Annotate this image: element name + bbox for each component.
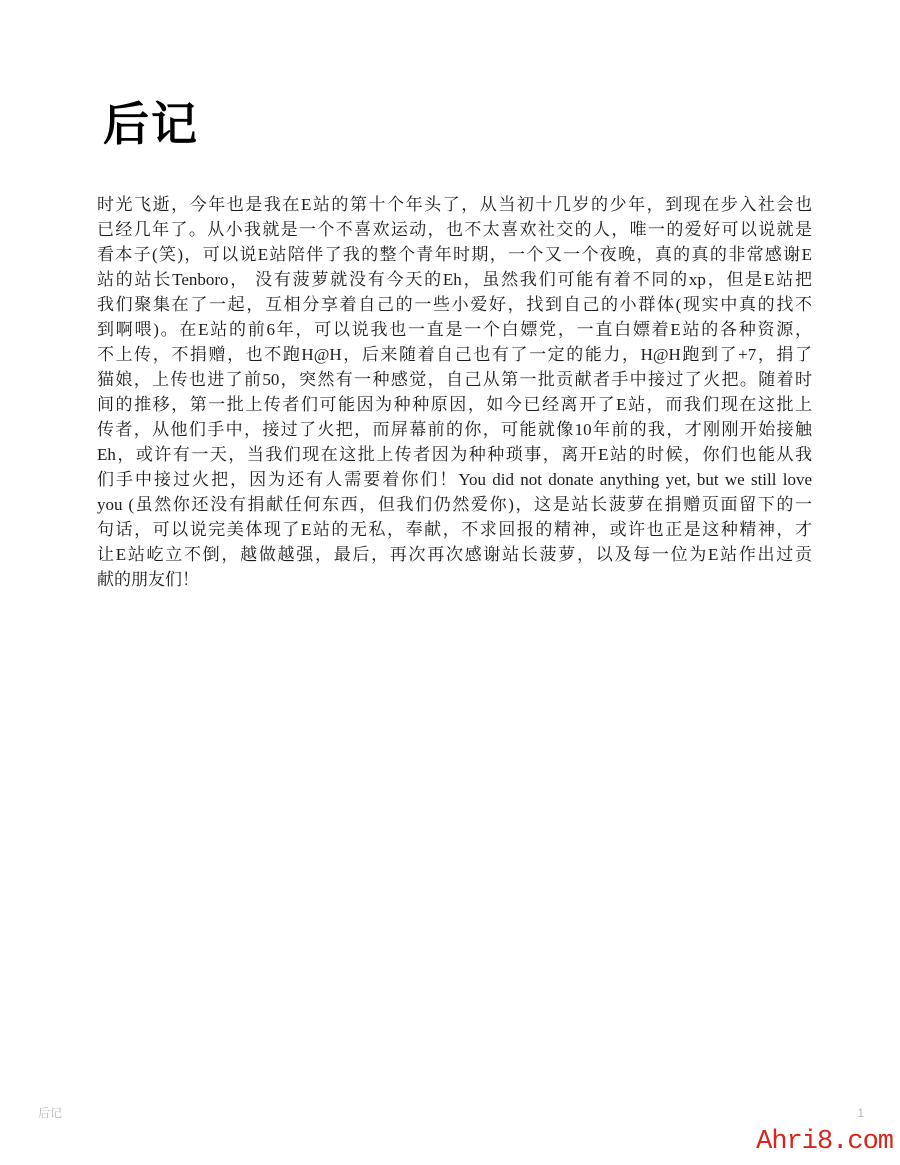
paragraph-line: 已经几年了。从小我就是一个不喜欢运动，也不太喜欢社交的人，唯一的爱好可以说就是 (97, 219, 812, 239)
paragraph-line: 句话，可以说完美体现了E站的无私，奉献，不求回报的精神，或许也正是这种精神，才 (97, 519, 812, 539)
paragraph-line: 站的站长Tenboro， 没有菠萝就没有今天的Eh，虽然我们可能有着不同的xp，但是E站把 (97, 269, 812, 289)
paragraph-line: 们手中接过火把，因为还有人需要着你们！You did not donate anything yet, but we still love (97, 469, 812, 489)
page-title: 后记 (103, 99, 199, 150)
page-content (97, 0, 812, 592)
paragraph-line: 献的朋友们！ (97, 569, 199, 589)
paragraph-line: 猫娘，上传也进了前50，突然有一种感觉，自己从第一批贡献者手中接过了火把。随着时 (97, 369, 812, 389)
watermark: Ahri8.com (756, 1127, 893, 1157)
paragraph-line: you (虽然你还没有捐献任何东西，但我们仍然爱你)，这是站长菠萝在捐赠页面留下的一 (97, 494, 812, 514)
page-footer (38, 1104, 864, 1121)
footer-section-label: 后记 (38, 1106, 63, 1120)
paragraph-line: 不上传，不捐赠，也不跑H@H，后来随着自己也有了一定的能力，H@H跑到了+7，捐了 (97, 344, 812, 364)
paragraph-line: 传者，从他们手中，接过了火把，而屏幕前的你，可能就像10年前的我，才刚刚开始接触 (97, 419, 812, 439)
paragraph-line: 让E站屹立不倒，越做越强，最后，再次再次感谢站长菠萝，以及每一位为E站作出过贡 (97, 544, 812, 564)
paragraph-line: 时光飞逝，今年也是我在E站的第十个年头了，从当初十几岁的少年，到现在步入社会也 (97, 194, 812, 214)
footer-page-number: 1 (857, 1106, 864, 1120)
paragraph-line: 看本子(笑)，可以说E站陪伴了我的整个青年时期，一个又一个夜晚，真的真的非常感谢E (97, 244, 812, 264)
paragraph-line: 间的推移，第一批上传者们可能因为种种原因，如今已经离开了E站，而我们现在这批上 (97, 394, 812, 414)
paragraph-line: 我们聚集在了一起，互相分享着自己的一些小爱好，找到自己的小群体(现实中真的找不 (97, 294, 812, 314)
paragraph-line: 到啊喂)。在E站的前6年，可以说我也一直是一个白嫖党，一直白嫖着E站的各种资源， (97, 319, 812, 339)
afterword-paragraph (97, 192, 812, 592)
paragraph-line: Eh，或许有一天，当我们现在这批上传者因为种种琐事，离开E站的时候，你们也能从我 (97, 444, 812, 464)
